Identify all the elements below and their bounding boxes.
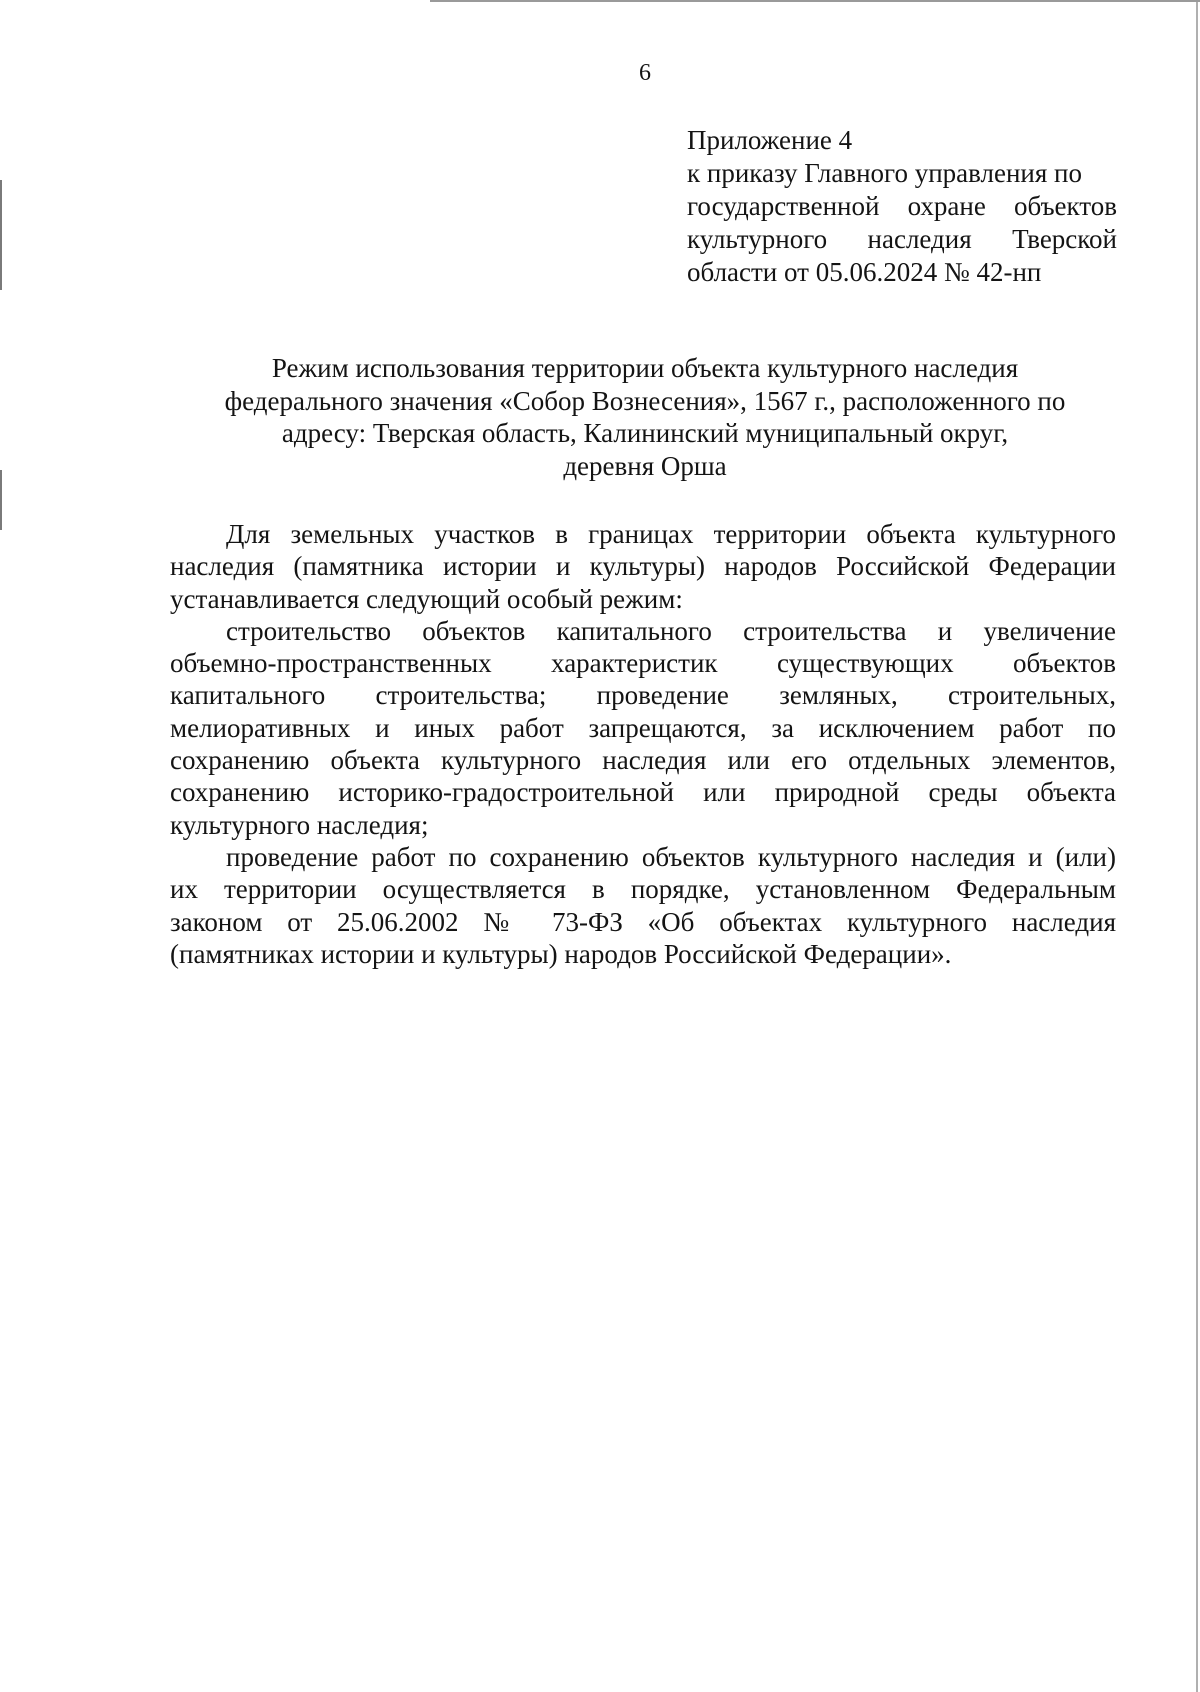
paragraph-line: строительство объектов капитального строительства и увеличение — [226, 615, 1116, 646]
scan-edge-mark — [1196, 0, 1198, 1692]
paragraph-line: капитального строительства; проведение земляных, строительных, — [170, 680, 1116, 711]
paragraph-line: сохранению объекта культурного наследия или его отдельных элементов, — [170, 745, 1116, 776]
scan-edge-mark — [0, 470, 2, 530]
body-paragraph — [170, 615, 1116, 841]
appendix-line: области от 05.06.2024 № 42-нп — [687, 257, 1042, 287]
appendix-line: Приложение 4 — [687, 125, 853, 155]
scan-edge-mark — [430, 0, 1200, 2]
title-line: федерального значения «Собор Вознесения», 1567 г., расположенного по — [224, 385, 1066, 416]
appendix-line: культурного наследия Тверской — [687, 224, 1117, 254]
appendix-block — [687, 124, 1117, 289]
paragraph-line: объемно-пространственных характеристик существующих объектов — [170, 648, 1116, 679]
document-title — [170, 352, 1120, 482]
paragraph-line: их территории осуществляется в порядке, установленном Федеральным — [170, 874, 1116, 905]
paragraph-line: наследия (памятника истории и культуры) народов Российской Федерации — [170, 551, 1116, 582]
paragraph-line: (памятниках истории и культуры) народов Российской Федерации». — [170, 938, 952, 969]
appendix-line: государственной охране объектов — [687, 191, 1117, 221]
paragraph-line: Для земельных участков в границах территории объекта культурного — [226, 519, 1116, 549]
document-body — [170, 518, 1116, 970]
page-number: 6 — [639, 60, 651, 86]
paragraph-line: устанавливается следующий особый режим: — [170, 583, 683, 614]
paragraph-line: законом от 25.06.2002 № 73-ФЗ «Об объектах культурного наследия — [170, 906, 1116, 937]
paragraph-line: мелиоративных и иных работ запрещаются, за исключением работ по — [170, 712, 1116, 743]
title-line: адресу: Тверская область, Калининский муниципальный округ, — [281, 418, 1009, 448]
body-paragraph — [170, 518, 1116, 615]
title-line: деревня Орша — [563, 450, 727, 481]
paragraph-line: культурного наследия; — [170, 809, 429, 840]
appendix-line: к приказу Главного управления по — [687, 158, 1082, 188]
paragraph-line: проведение работ по сохранению объектов культурного наследия и (или) — [226, 841, 1116, 872]
paragraph-line: сохранению историко-градостроительной или природной среды объекта — [170, 777, 1116, 808]
body-paragraph — [170, 841, 1116, 970]
scan-edge-mark — [0, 180, 2, 290]
title-line: Режим использования территории объекта культурного наследия — [271, 353, 1019, 383]
